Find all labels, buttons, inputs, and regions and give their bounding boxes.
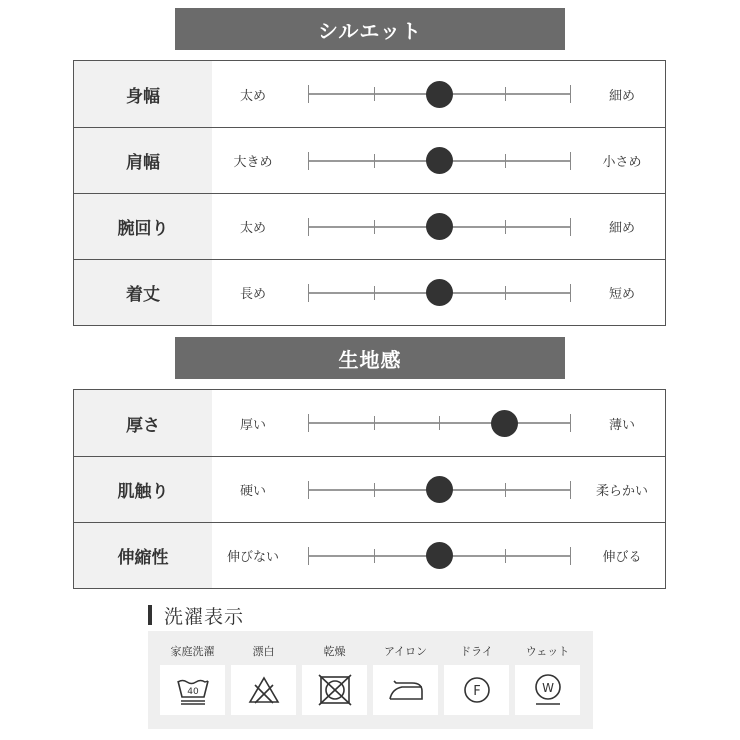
scale-tick [374,154,375,168]
rating-scale [308,61,570,127]
svg-text:40: 40 [186,687,199,697]
silhouette-table [73,60,666,326]
silhouette-row [74,127,665,193]
scale-tick [308,284,309,302]
texture-title: 生地感 [338,347,402,372]
rating-area [212,390,665,456]
rating-area [212,523,665,588]
scale-tick [570,218,571,236]
rating-scale [308,260,570,325]
rating-scale [308,128,570,193]
scale-tick [374,87,375,101]
scale-min-label: 伸びない [226,550,279,565]
care-label: 家庭洗濯 [170,645,215,658]
scale-tick [374,483,375,497]
scale-max-label: 伸びる [602,550,642,565]
scale-min-label: 大きめ [233,155,273,170]
rating-scale [308,390,570,456]
silhouette-row [74,61,665,127]
scale-max-label: 小さめ [602,155,642,170]
scale-max-label: 細め [608,221,635,236]
scale-tick [308,481,309,499]
scale-max-label: 短め [608,287,635,302]
svg-text:W: W [541,681,554,695]
scale-min-label: 厚い [239,417,266,433]
row-label: 肩幅 [74,128,212,193]
rating-area [212,194,665,259]
wet-clean-w-icon [515,665,580,715]
washing-heading [148,604,244,626]
rating-marker [491,410,518,437]
care-item [302,631,367,729]
row-label: 伸縮性 [74,523,212,588]
scale-tick [505,220,506,234]
silhouette-header [175,8,565,50]
scale-tick [505,87,506,101]
scale-tick [308,152,309,170]
care-label: 漂白 [252,645,275,658]
care-label: ウェット [525,645,570,658]
care-item [160,631,225,729]
washing-panel [148,631,593,729]
scale-tick [308,218,309,236]
no-bleach-icon [231,665,296,715]
texture-row [74,456,665,522]
scale-min-label: 長め [239,287,266,302]
scale-tick [308,414,309,432]
texture-header [175,337,565,379]
scale-tick [374,416,375,430]
rating-scale [308,523,570,588]
scale-tick [374,220,375,234]
care-item [373,631,438,729]
care-item [515,631,580,729]
heading-bar [148,605,152,625]
rating-scale [308,194,570,259]
row-label: 腕回り [74,194,212,259]
washing-title: 洗濯表示 [164,605,245,628]
row-label: 厚さ [74,390,212,456]
scale-tick [505,549,506,563]
silhouette-title: シルエット [317,18,423,43]
texture-table [73,389,666,589]
scale-tick [439,416,440,430]
row-label: 身幅 [74,61,212,127]
scale-max-label: 薄い [608,417,635,433]
silhouette-row [74,259,665,325]
silhouette-row [74,193,665,259]
dry-clean-f-icon [444,665,509,715]
scale-tick [570,85,571,103]
rating-marker [426,81,453,108]
rating-marker [426,147,453,174]
care-item [231,631,296,729]
scale-tick [308,547,309,565]
scale-min-label: 太め [239,221,266,236]
rating-area [212,61,665,127]
wash-tub-40-icon [160,665,225,715]
rating-area [212,128,665,193]
care-item [444,631,509,729]
iron-icon [373,665,438,715]
scale-tick [570,547,571,565]
no-tumble-dry-icon [302,665,367,715]
scale-tick [505,286,506,300]
scale-tick [374,286,375,300]
scale-max-label: 柔らかい [595,484,648,499]
scale-max-label: 細め [608,88,635,104]
care-label: 乾燥 [323,645,346,658]
rating-marker [426,476,453,503]
row-label: 肌触り [74,457,212,522]
scale-min-label: 太め [239,88,266,104]
texture-row [74,390,665,456]
care-label: アイロン [383,645,427,658]
care-label: ドライ [460,645,493,658]
scale-tick [570,481,571,499]
scale-tick [570,284,571,302]
rating-area [212,260,665,325]
scale-tick [505,154,506,168]
texture-row [74,522,665,588]
row-label: 着丈 [74,260,212,325]
scale-tick [570,414,571,432]
rating-marker [426,542,453,569]
scale-min-label: 硬い [239,484,266,499]
scale-tick [308,85,309,103]
svg-text:F: F [472,684,481,699]
rating-area [212,457,665,522]
rating-scale [308,457,570,522]
scale-tick [374,549,375,563]
rating-marker [426,213,453,240]
scale-tick [505,483,506,497]
rating-marker [426,279,453,306]
scale-tick [570,152,571,170]
